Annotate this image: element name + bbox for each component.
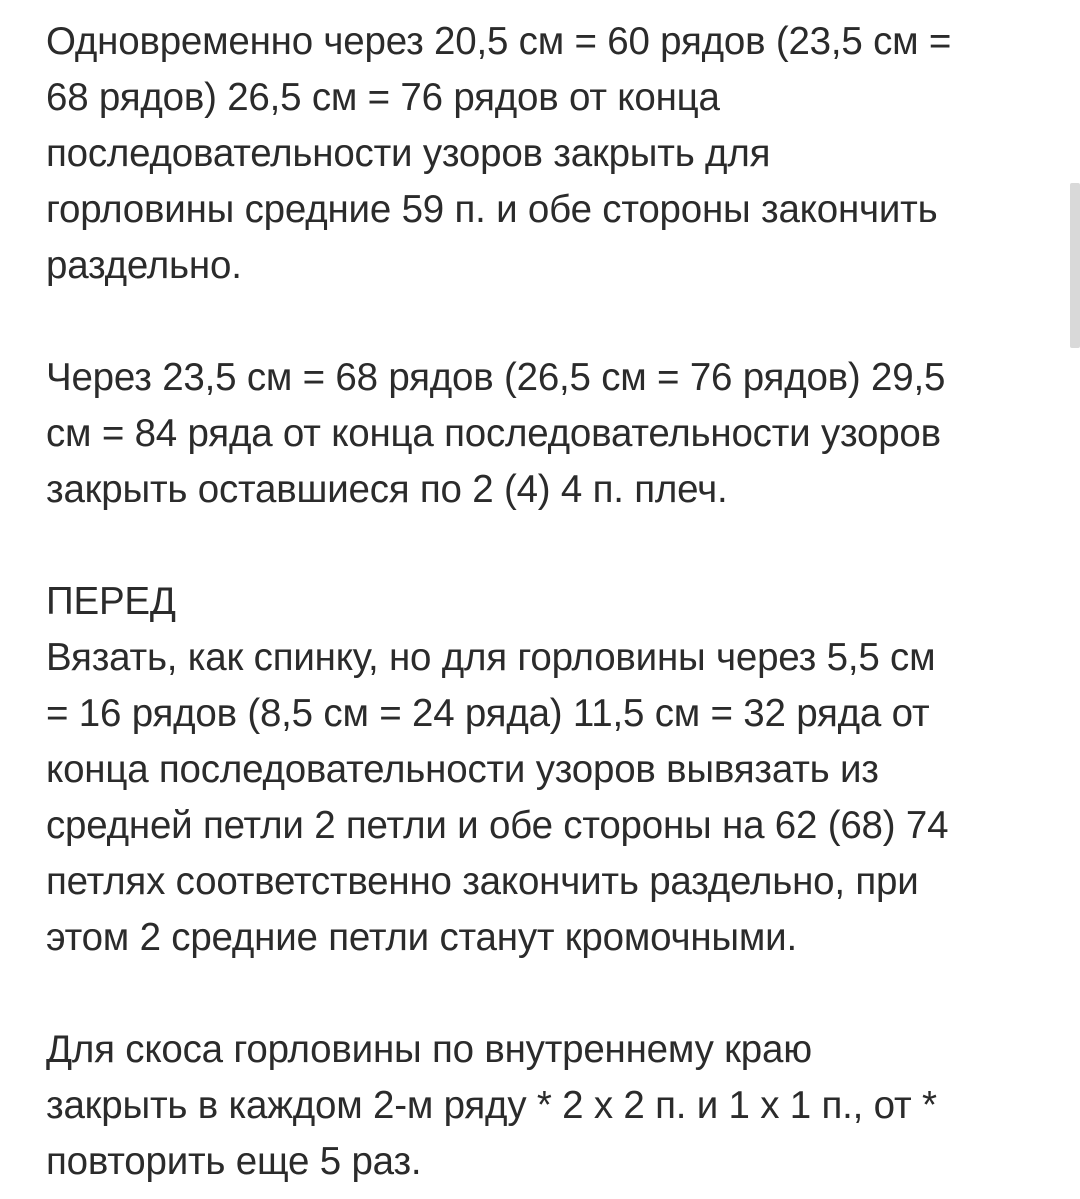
text-line: петлях соответственно закончить раздельно, при [46,860,919,903]
section-heading-front: ПЕРЕД [46,580,176,623]
document-body [46,14,1036,1190]
text-line: см = 84 ряда от конца последовательности узоров [46,412,941,455]
text-line: 68 рядов) 26,5 см = 76 рядов от конца [46,76,720,119]
text-line: этом 2 средние петли станут кромочными. [46,916,797,959]
text-line: закрыть в каждом 2-м ряду * 2 х 2 п. и 1 х 1 п., от * [46,1084,937,1127]
paragraph-shoulders [46,350,1036,518]
text-line: Для скоса горловины по внутреннему краю [46,1028,812,1071]
text-line: Одновременно через 20,5 см = 60 рядов (23,5 см = [46,20,952,63]
text-line: Через 23,5 см = 68 рядов (26,5 см = 76 рядов) 29,5 [46,356,946,399]
text-line: Вязать, как спинку, но для горловины через 5,5 см [46,636,936,679]
scrollbar-thumb[interactable] [1070,183,1080,348]
text-line: средней петли 2 петли и обе стороны на 62 (68) 74 [46,804,949,847]
text-line: раздельно. [46,244,242,287]
text-line: горловины средние 59 п. и обе стороны закончить [46,188,938,231]
text-line: повторить еще 5 раз. [46,1140,422,1183]
text-line: = 16 рядов (8,5 см = 24 ряда) 11,5 см = 32 ряда от [46,692,930,735]
text-line: конца последовательности узоров вывязать из [46,748,879,791]
text-line: последовательности узоров закрыть для [46,132,771,175]
paragraph-neckline-slope [46,1022,1036,1190]
text-line: закрыть оставшиеся по 2 (4) 4 п. плеч. [46,468,728,511]
paragraph-front [46,574,1036,966]
paragraph-neckline-back [46,14,1036,294]
